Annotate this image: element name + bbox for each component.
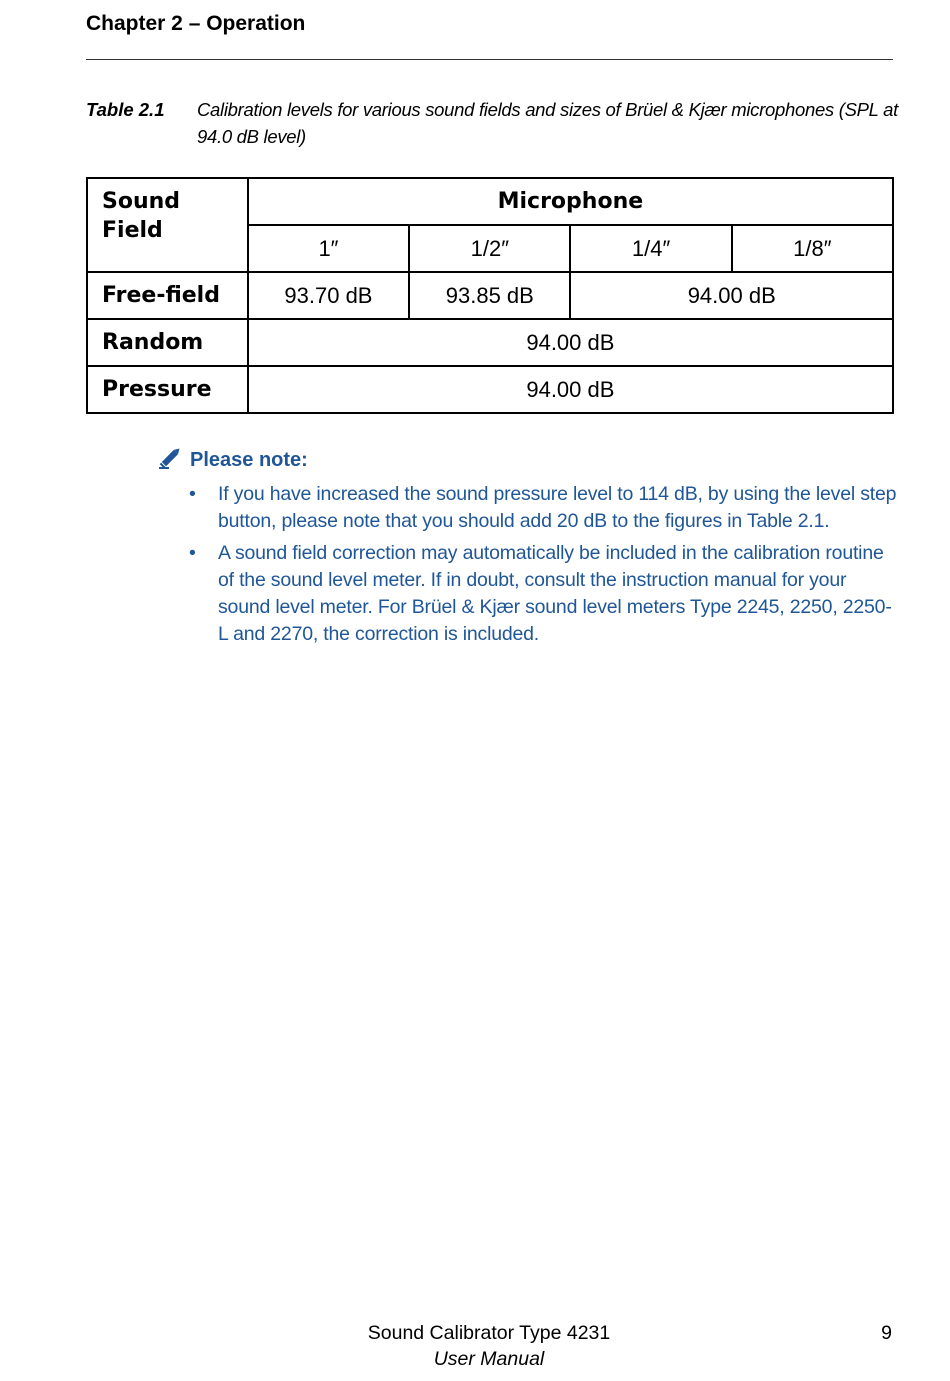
note-heading [158,445,308,475]
table-row [87,366,893,413]
calibration-table [86,177,894,414]
page-number: 9 [881,1322,892,1344]
list-item [158,481,898,535]
note-item-text: A sound field correction may automatically be included in the calibration routine of the sound level meter. If in doubt, consult the instruction manual for your sound level meter. For Brüel & Kjær sound level meters Type 2245, 2250, 2250-L and 2270, the correction is included. [218,542,892,645]
table-row [87,272,893,319]
footer-subtitle: User Manual [433,1348,545,1370]
row-label-pressure: Pressure [87,366,248,413]
free-field-half-in-value: 93.85 dB [409,272,570,319]
note-heading-text: Please note: [190,448,308,471]
header-divider [86,59,893,60]
random-value: 94.00 dB [248,319,893,366]
caption-text: Calibration levels for various sound fields and sizes of Brüel & Kjær microphones (SPL at 94.0 dB level) [197,99,898,147]
mic-size-half-in: 1/2″ [409,225,570,272]
list-item [158,540,898,648]
pressure-value: 94.00 dB [248,366,893,413]
chapter-title: Chapter 2 – Operation [86,12,306,35]
bullet: • [189,483,196,505]
free-field-small-value: 94.00 dB [570,272,893,319]
table-row [87,319,893,366]
row-label-random: Random [87,319,248,366]
row-label-free-field: Free-field [87,272,248,319]
mic-size-1in: 1″ [248,225,409,272]
caption-label: Table 2.1 [86,99,165,120]
microphone-header: Microphone [248,178,893,225]
mic-size-eighth-in: 1/8″ [732,225,893,272]
footer-title: Sound Calibrator Type 4231 [367,1322,611,1344]
note-list [158,481,898,653]
mic-size-quarter-in: 1/4″ [570,225,731,272]
sound-field-header: Sound Field [87,178,248,272]
pencil-icon [158,444,190,476]
free-field-1in-value: 93.70 dB [248,272,409,319]
note-item-text: If you have increased the sound pressure level to 114 dB, by using the level step button, please note that you should add 20 dB to the figures in Table 2.1. [218,483,897,532]
bullet: • [189,542,196,564]
